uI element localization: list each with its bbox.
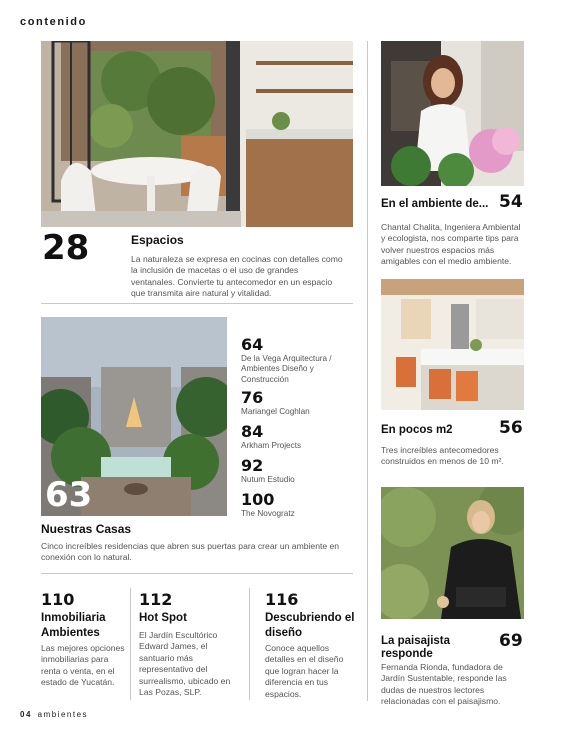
bottom-item-number: 110 — [41, 590, 75, 609]
paisajista-photo — [381, 487, 524, 619]
sidebar-item-number: 69 — [499, 631, 523, 651]
casas-index-number: 76 — [241, 388, 264, 407]
casas-index-name: Mariangel Coghlan — [241, 407, 310, 416]
sidebar-item-text: Chantal Chalita, Ingeniera Ambiental y ecologista, nos comparte tips para volver nuestros espacios más amigables con el medio ambiente. — [381, 222, 521, 267]
casas-index-name: The Novogratz — [241, 509, 295, 518]
bottom-item-title: Hot Spot — [139, 612, 187, 624]
casas-index-number: 92 — [241, 456, 264, 475]
espacios-title: Espacios — [131, 233, 184, 247]
column-divider — [130, 588, 131, 700]
main-column-divider — [367, 41, 368, 701]
page-footer — [20, 710, 88, 719]
column-divider — [249, 588, 250, 700]
bottom-item-text: El Jardín Escultórico Edward James, el santuario más representativo del surrealismo, ubicado en Las Pozas, SLP. — [139, 630, 231, 698]
footer-page-number: 04 — [20, 710, 32, 719]
sidebar-item-title: En el ambiente de... — [381, 198, 489, 210]
casas-title: Nuestras Casas — [41, 522, 132, 536]
sidebar-item-text: Tres increíbles antecomedores construidos en menos de 10 m². — [381, 445, 504, 467]
casas-page-number: 63 — [45, 475, 93, 515]
espacios-page-number: 28 — [42, 228, 90, 268]
sidebar-item-text: Fernanda Rionda, fundadora de Jardín Sustentable, responde las dudas de nuestros lectores relacionadas con el paisajismo. — [381, 662, 507, 707]
casas-index-name: Nutum Estudio — [241, 475, 295, 484]
section-divider — [41, 573, 353, 574]
ambiente-portrait-photo — [381, 41, 524, 186]
sidebar-item-number: 54 — [499, 192, 523, 212]
espacios-photo — [41, 41, 353, 227]
bottom-item-number: 112 — [139, 590, 173, 609]
sidebar-item-title: La paisajista responde — [381, 635, 451, 661]
casas-index-name: De la Vega Arquitectura / Ambientes Diseño y Construcción — [241, 354, 332, 384]
casas-index-number: 84 — [241, 422, 264, 441]
casas-index-name: Arkham Projects — [241, 441, 302, 450]
bottom-item-title: Descubriendo el diseño — [265, 612, 355, 639]
section-divider — [41, 303, 353, 304]
bottom-item-text: Conoce aquellos detalles en el diseño que logran hacer la diferencia en tus espacios. — [265, 643, 344, 699]
casas-description: Cinco increíbles residencias que abren sus puertas para crear un ambiente en conexión con lo natural. — [41, 541, 340, 563]
bottom-item-title: Inmobiliaria Ambientes — [41, 612, 106, 639]
section-label: contenido — [20, 16, 87, 28]
bottom-item-text: Las mejores opciones inmobiliarias para renta o venta, en el estado de Yucatán. — [41, 643, 125, 688]
footer-brand: ambientes — [37, 710, 89, 719]
casas-index-number: 100 — [241, 490, 275, 509]
casas-index-number: 64 — [241, 335, 264, 354]
espacios-description: La naturaleza se expresa en cocinas con detalles como la inclusión de macetas o el uso de grandes ventanales. Convierte tu antecomedor en un espacio que transmita aire natural y vitalidad. — [131, 254, 343, 299]
sidebar-item-number: 56 — [499, 418, 523, 438]
sidebar-item-title: En pocos m2 — [381, 424, 453, 436]
pocos-m2-photo — [381, 279, 524, 410]
bottom-item-number: 116 — [265, 590, 299, 609]
